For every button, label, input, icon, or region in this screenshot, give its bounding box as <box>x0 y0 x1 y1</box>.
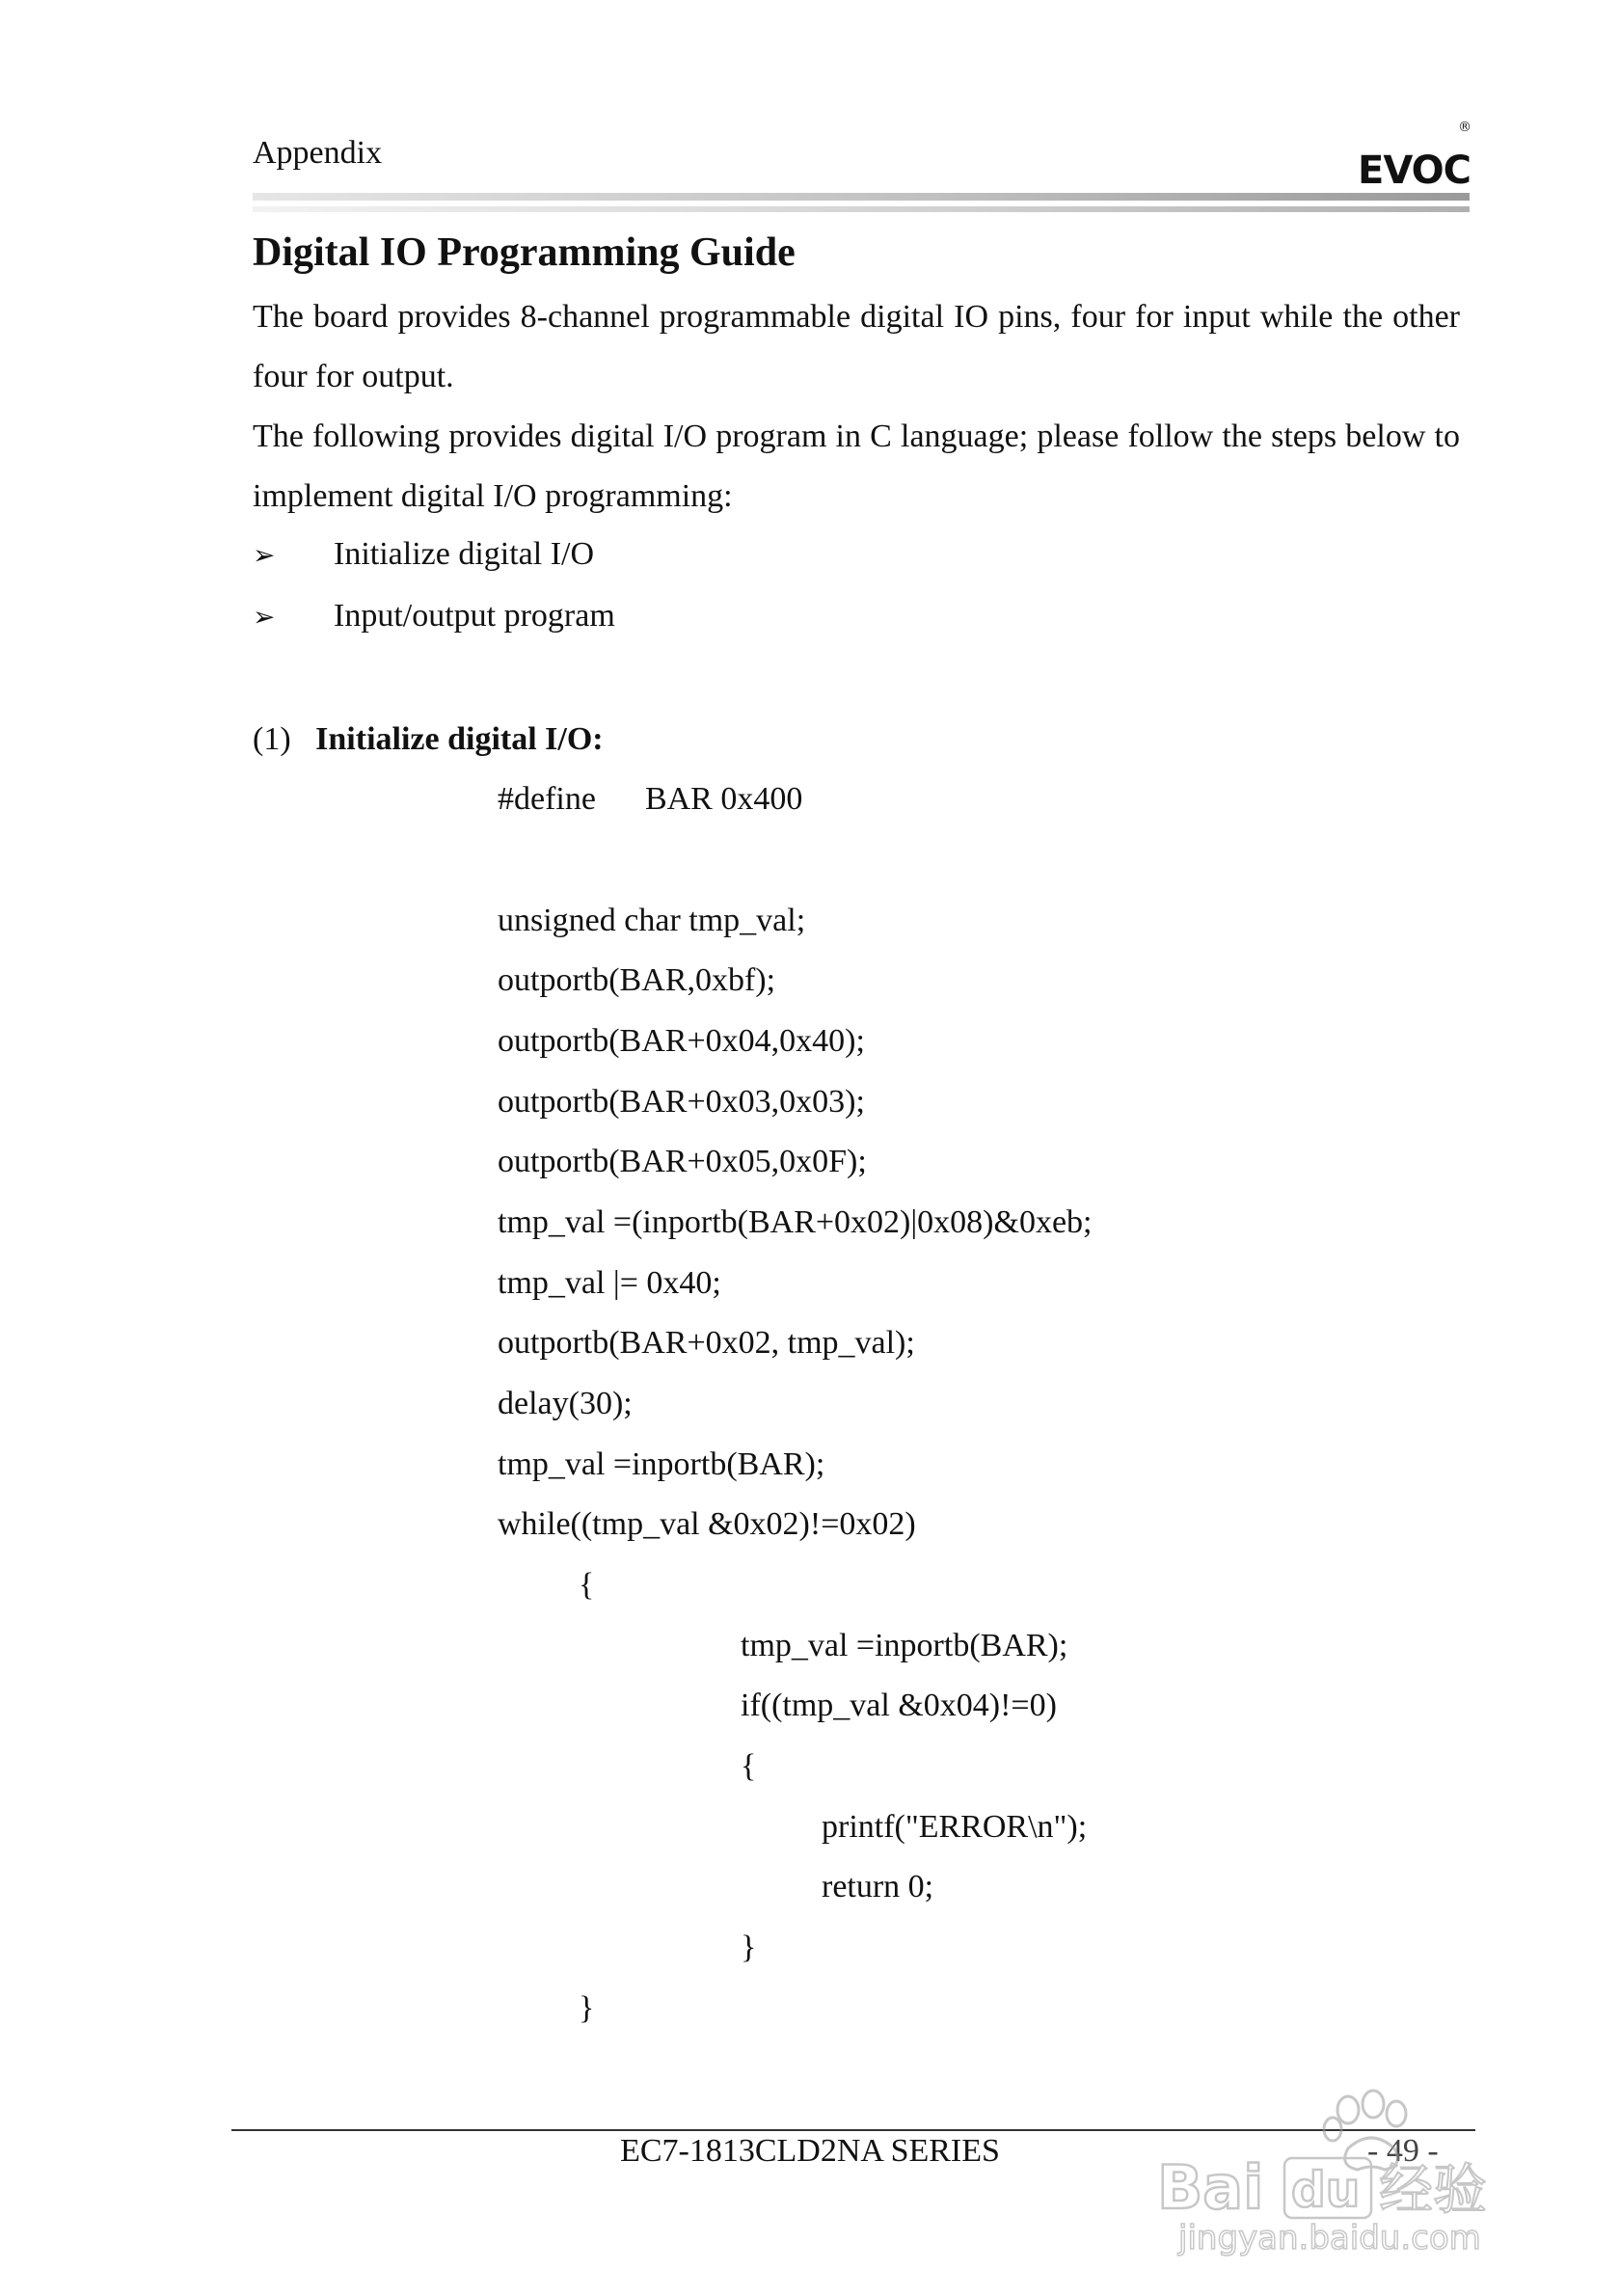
code-line: tmp_val =(inportb(BAR+0x02)|0x08)&0xeb; <box>498 1204 1093 1240</box>
code-line: #define BAR 0x400 <box>498 781 803 817</box>
watermark-brand-box-text: du <box>1291 2162 1361 2218</box>
code-line: outportb(BAR+0x02, tmp_val); <box>498 1325 915 1361</box>
step-number: (1) <box>253 721 291 757</box>
baidu-watermark <box>1155 2073 1541 2256</box>
watermark-url: jingyan.baidu.com <box>1178 2219 1481 2256</box>
bullet-item-label: Initialize digital I/O <box>334 536 595 572</box>
code-line: { <box>579 1567 595 1603</box>
code-line: if((tmp_val &0x04)!=0) <box>741 1688 1057 1723</box>
arrowhead-bullet-icon: ➢ <box>253 539 276 571</box>
code-line: unsigned char tmp_val; <box>498 903 806 938</box>
running-header-section: Appendix <box>253 135 383 171</box>
header-rule-secondary <box>253 206 1470 212</box>
step-heading <box>253 721 604 758</box>
evoc-logo <box>1358 114 1472 191</box>
code-line: { <box>741 1748 757 1784</box>
bullet-item <box>253 536 594 573</box>
watermark-brand: Bai <box>1157 2152 1264 2223</box>
code-line: outportb(BAR,0xbf); <box>498 962 776 998</box>
logo-registered-mark: ® <box>1458 120 1472 135</box>
logo-text: EVOC <box>1358 149 1471 191</box>
instruction-paragraph: The following provides digital I/O program in C language; please follow the steps below to implement digital I/O programming: <box>253 419 1460 514</box>
footer-series: EC7-1813CLD2NA SERIES <box>620 2133 1000 2169</box>
code-line: outportb(BAR+0x03,0x03); <box>498 1084 865 1120</box>
page-number: - 49 - <box>1367 2133 1439 2169</box>
watermark-cn: 经验 <box>1379 2159 1487 2222</box>
code-line: delay(30); <box>498 1386 633 1421</box>
code-line: } <box>741 1930 757 1965</box>
code-line: return 0; <box>822 1869 934 1904</box>
code-line: while((tmp_val &0x02)!=0x02) <box>498 1506 916 1542</box>
page-title: Digital IO Programming Guide <box>253 230 796 275</box>
code-line: outportb(BAR+0x05,0x0F); <box>498 1144 867 1179</box>
intro-paragraph: The board provides 8-channel programmable digital IO pins, four for input while the other four for output. <box>253 299 1460 394</box>
code-line: tmp_val =inportb(BAR); <box>498 1446 825 1482</box>
code-line: } <box>579 1990 595 2026</box>
arrowhead-bullet-icon: ➢ <box>253 601 276 633</box>
bullet-item <box>253 598 615 635</box>
step-label: Initialize digital I/O: <box>315 721 604 757</box>
code-line: printf("ERROR\n"); <box>822 1809 1088 1845</box>
header-rule <box>253 193 1470 201</box>
code-line: tmp_val |= 0x40; <box>498 1265 721 1301</box>
code-line: outportb(BAR+0x04,0x40); <box>498 1023 865 1059</box>
code-line: tmp_val =inportb(BAR); <box>741 1628 1068 1663</box>
bullet-item-label: Input/output program <box>334 598 615 634</box>
